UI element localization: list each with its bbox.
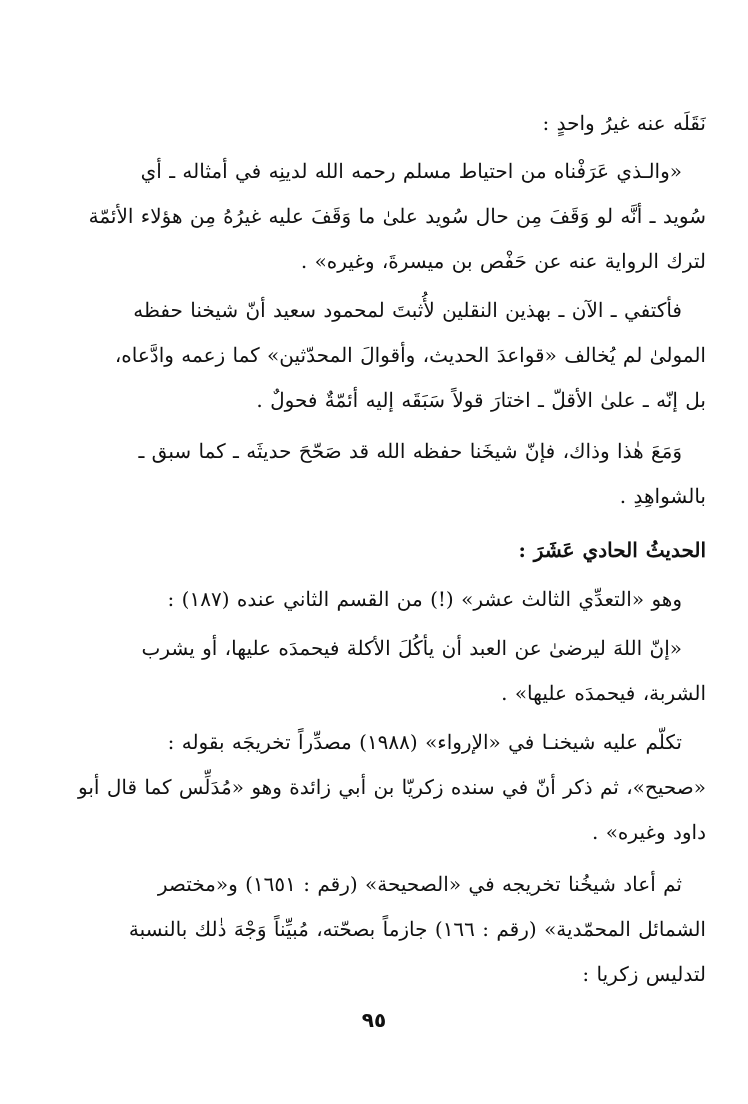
text-line: «صحيح»، ثم ذكر أنّ في سنده زكريّا بن أبي زائدة وهو «مُدَلِّس كما قال أبو bbox=[78, 775, 706, 799]
text-line: تكلّم عليه شيخنـا في «الإرواء» (١٩٨٨) مصدِّراً تخريجَه بقوله : bbox=[167, 730, 682, 754]
text-line: سُويد ـ أنَّه لو وَقَفَ مِن حال سُويد علىٰ ما وَقَفَ عليه غيرُهُ مِن هؤلاء الأئمّة bbox=[88, 204, 706, 228]
paragraph-irwa bbox=[42, 720, 706, 855]
paragraph-argument bbox=[42, 288, 706, 423]
paragraph-quote bbox=[42, 149, 706, 284]
paragraph-sahiha bbox=[42, 862, 706, 997]
text-line: ثم أعاد شيخُنا تخريجه في «الصحيحة» (رقم : ١٦٥١) و«مختصر bbox=[157, 872, 682, 896]
text-line: لتدليس زكريا : bbox=[582, 962, 706, 986]
paragraph-conclusion bbox=[42, 429, 706, 519]
text-line: لترك الرواية عنه عن حَفْص بن ميسرةَ، وغيره» . bbox=[300, 249, 706, 273]
text-line: فأكتفي ـ الآن ـ بهذين النقلين لأُثبتَ لمحمود سعيد أنّ شيخنا حفظه bbox=[133, 298, 682, 322]
paragraph-intro bbox=[42, 101, 706, 146]
text-line: «إنّ اللهَ ليرضىٰ عن العبد أن يأكُلَ الأكلة فيحمدَه عليها، أو يشرب bbox=[141, 636, 682, 660]
text-line: وَمَعَ هٰذا وذاك، فإنّ شيخَنا حفظه الله قد صَحّحَ حديثَه ـ كما سبق ـ bbox=[138, 439, 682, 463]
page-number: ٩٥ bbox=[361, 1008, 387, 1032]
text-line: بالشواهِدِ . bbox=[619, 484, 706, 508]
paragraph-hadith bbox=[42, 626, 706, 716]
text-line: «والـذي عَرَفْناه من احتياط مسلم رحمه الله لدينِه في أمثاله ـ أي bbox=[140, 159, 682, 183]
heading-text: الحديثُ الحادي عَشَرَ : bbox=[518, 538, 706, 562]
text-line: بل إنّه ـ علىٰ الأقلّ ـ اختارَ قولاً سَبَقَه إليه أئمّةٌ فحولٌ . bbox=[256, 388, 706, 412]
text-line: الشمائل المحمّدية» (رقم : ١٦٦) جازماً بصحّته، مُبيِّناً وَجْهَ ذٰلك بالنسبة bbox=[128, 917, 706, 941]
text-line: الشربة، فيحمدَه عليها» . bbox=[501, 681, 706, 705]
section-heading bbox=[42, 528, 706, 573]
text-line: وهو «التعدِّي الثالث عشر» (!) من القسم الثاني عنده (١٨٧) : bbox=[167, 587, 682, 611]
text-line: المولىٰ لم يُخالف «قواعدَ الحديث، وأقوالَ المحدّثين» كما زعمه وادَّعاه، bbox=[114, 343, 706, 367]
text-line: داود وغيره» . bbox=[591, 820, 706, 844]
text-line: نَقَلَه عنه غيرُ واحدٍ : bbox=[542, 111, 706, 135]
paragraph-reference bbox=[42, 577, 706, 622]
